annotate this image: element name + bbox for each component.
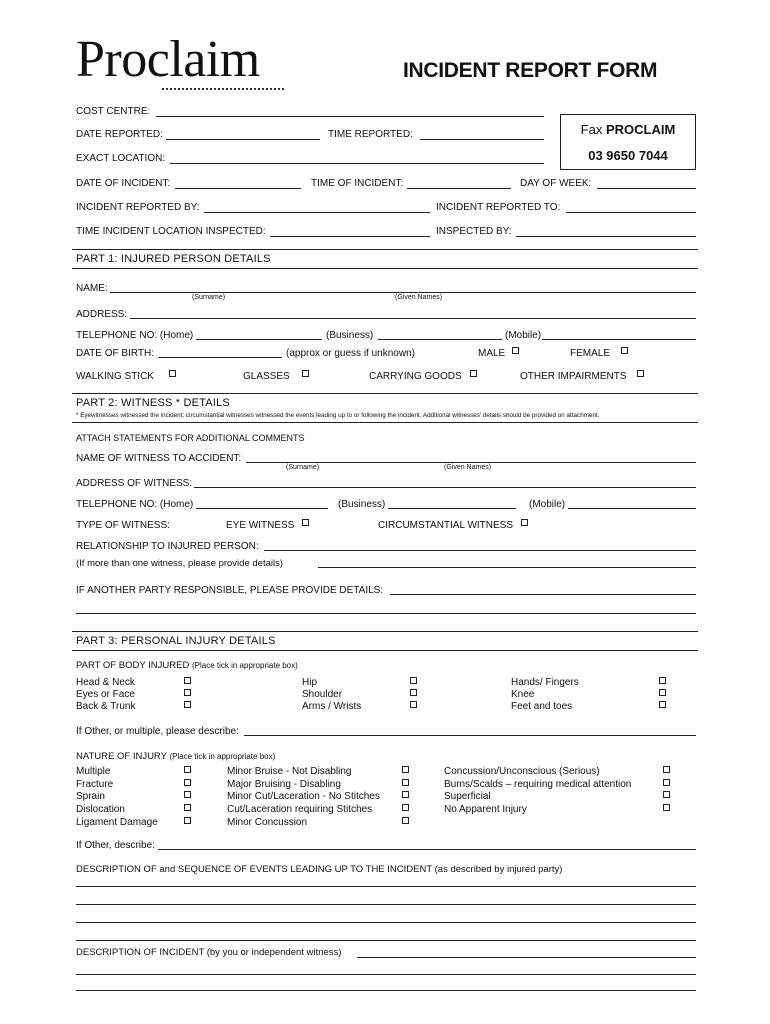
other-impairments-checkbox[interactable] bbox=[637, 370, 644, 377]
witness-name-label: NAME OF WITNESS TO ACCIDENT: bbox=[76, 453, 242, 464]
body-item-back-trunk: Back & Trunk bbox=[76, 701, 136, 712]
divider bbox=[72, 268, 698, 269]
part3-heading: PART 3: PERSONAL INJURY DETAILS bbox=[76, 635, 276, 647]
nature-item-dislocation: Dislocation bbox=[76, 804, 125, 815]
dob-field[interactable] bbox=[158, 357, 282, 358]
day-of-week-field[interactable] bbox=[597, 188, 696, 189]
fax-number: 03 9650 7044 bbox=[588, 148, 668, 163]
nature-heading: NATURE OF INJURY (Place tick in appropriate box) bbox=[76, 751, 276, 762]
description-incident-label: DESCRIPTION OF INCIDENT (by you or independent witness) bbox=[76, 947, 342, 958]
description-incident-field[interactable] bbox=[357, 957, 696, 958]
date-of-incident-field[interactable] bbox=[175, 188, 301, 189]
description-sequence-line-1[interactable] bbox=[76, 886, 696, 887]
eye-witness-checkbox[interactable] bbox=[302, 519, 309, 526]
date-of-incident-label: DATE OF INCIDENT: bbox=[76, 178, 171, 189]
witness-telephone-mobile-field[interactable] bbox=[568, 508, 696, 509]
nature-item-minor-cut: Minor Cut/Laceration - No Stitches bbox=[227, 791, 380, 802]
carrying-goods-checkbox[interactable] bbox=[470, 370, 477, 377]
dob-label: DATE OF BIRTH: bbox=[76, 348, 154, 359]
divider bbox=[72, 249, 698, 250]
if-other-multiple-label: If Other, or multiple, please describe: bbox=[76, 726, 239, 737]
nature-item-major-bruising: Major Bruising - Disabling bbox=[227, 779, 341, 790]
part2-heading: PART 2: WITNESS * DETAILS bbox=[76, 397, 230, 409]
body-item-hands-fingers: Hands/ Fingers bbox=[511, 677, 579, 688]
body-checkbox-shoulder[interactable] bbox=[410, 689, 417, 696]
witness-given-names-hint: (Given Names) bbox=[444, 464, 492, 471]
description-incident-line-3[interactable] bbox=[76, 990, 696, 991]
telephone-business-field[interactable] bbox=[378, 339, 502, 340]
nature-item-fracture: Fracture bbox=[76, 779, 114, 790]
inspected-by-field[interactable] bbox=[516, 236, 696, 237]
nature-item-minor-bruise: Minor Bruise - Not Disabling bbox=[227, 766, 352, 777]
another-party-label: IF ANOTHER PARTY RESPONSIBLE, PLEASE PROVIDE DETAILS: bbox=[76, 585, 384, 596]
witness-telephone-business-label: (Business) bbox=[338, 499, 386, 510]
witness-telephone-business-field[interactable] bbox=[388, 508, 516, 509]
nature-item-concussion: Concussion/Unconscious (Serious) bbox=[444, 766, 600, 777]
relationship-field[interactable] bbox=[264, 550, 696, 551]
fax-box bbox=[560, 114, 696, 170]
if-other-label: If Other, describe: bbox=[76, 840, 155, 851]
nature-checkbox-minor-bruise[interactable] bbox=[402, 766, 409, 773]
if-other-field[interactable] bbox=[158, 849, 696, 850]
nature-checkbox-major-bruising[interactable] bbox=[402, 779, 409, 786]
body-item-eyes-face: Eyes or Face bbox=[76, 689, 135, 700]
circumstantial-witness-label: CIRCUMSTANTIAL WITNESS bbox=[378, 520, 514, 531]
male-checkbox[interactable] bbox=[512, 347, 519, 354]
divider bbox=[72, 650, 698, 651]
body-checkbox-eyes-face[interactable] bbox=[184, 689, 191, 696]
cost-centre-field[interactable] bbox=[156, 116, 544, 117]
body-checkbox-knee[interactable] bbox=[659, 689, 666, 696]
date-reported-field[interactable] bbox=[166, 139, 320, 140]
witness-note: * Eyewitnesses witnessed the incident; circumstantial witnesses witnessed the events leading up to or following the incident. Additional witnesses' details should be provided on attachment. bbox=[76, 412, 600, 419]
body-item-head-neck: Head & Neck bbox=[76, 677, 135, 688]
more-than-one-field[interactable] bbox=[318, 567, 696, 568]
nature-item-ligament: Ligament Damage bbox=[76, 817, 158, 828]
part1-heading: PART 1: INJURED PERSON DETAILS bbox=[76, 253, 271, 265]
description-sequence-line-2[interactable] bbox=[76, 904, 696, 905]
relationship-label: RELATIONSHIP TO INJURED PERSON: bbox=[76, 541, 259, 552]
telephone-mobile-field[interactable] bbox=[542, 339, 696, 340]
divider bbox=[72, 393, 698, 394]
description-sequence-line-3[interactable] bbox=[76, 922, 696, 923]
address-field[interactable] bbox=[130, 318, 696, 319]
cost-centre-label: COST CENTRE: bbox=[76, 106, 151, 117]
telephone-home-field[interactable] bbox=[196, 339, 322, 340]
body-item-arms-wrists: Arms / Wrists bbox=[302, 701, 362, 712]
reported-to-field[interactable] bbox=[566, 212, 696, 213]
body-checkbox-back-trunk[interactable] bbox=[184, 701, 191, 708]
nature-checkbox-cut-stitches[interactable] bbox=[402, 804, 409, 811]
body-item-hip: Hip bbox=[302, 677, 318, 688]
surname-hint: (Surname) bbox=[192, 294, 226, 301]
attach-statements: ATTACH STATEMENTS FOR ADDITIONAL COMMENTS bbox=[76, 433, 305, 443]
day-of-week-label: DAY OF WEEK: bbox=[520, 178, 592, 189]
walking-stick-checkbox[interactable] bbox=[169, 370, 176, 377]
telephone-home-label: TELEPHONE NO: (Home) bbox=[76, 330, 194, 341]
other-impairments-label: OTHER IMPAIRMENTS bbox=[520, 371, 627, 382]
circumstantial-witness-checkbox[interactable] bbox=[521, 519, 528, 526]
female-label: FEMALE bbox=[570, 348, 611, 359]
nature-checkbox-burns[interactable] bbox=[663, 779, 670, 786]
form-title: INCIDENT REPORT FORM bbox=[403, 59, 658, 82]
exact-location-field[interactable] bbox=[170, 163, 544, 164]
nature-checkbox-minor-cut[interactable] bbox=[402, 791, 409, 798]
body-checkbox-hip[interactable] bbox=[410, 677, 417, 684]
time-reported-field[interactable] bbox=[420, 139, 544, 140]
if-other-multiple-field[interactable] bbox=[244, 735, 696, 736]
telephone-mobile-label: (Mobile) bbox=[505, 330, 542, 341]
nature-item-no-injury: No Apparent Injury bbox=[444, 804, 527, 815]
nature-checkbox-concussion[interactable] bbox=[663, 766, 670, 773]
name-label: NAME: bbox=[76, 283, 108, 294]
logo-underline bbox=[162, 88, 284, 90]
another-party-field[interactable] bbox=[390, 594, 696, 595]
nature-item-minor-concussion: Minor Concussion bbox=[227, 817, 308, 828]
witness-address-field[interactable] bbox=[194, 487, 696, 488]
body-checkbox-head-neck[interactable] bbox=[184, 677, 191, 684]
glasses-checkbox[interactable] bbox=[302, 370, 309, 377]
dob-approx-hint: (approx or guess if unknown) bbox=[286, 348, 415, 359]
fax-label: Fax PROCLAIM bbox=[580, 122, 676, 137]
nature-checkbox-sprain[interactable] bbox=[184, 791, 191, 798]
body-item-feet-toes: Feet and toes bbox=[511, 701, 573, 712]
divider bbox=[72, 422, 698, 423]
witness-telephone-mobile-label: (Mobile) bbox=[529, 499, 566, 510]
body-checkbox-arms-wrists[interactable] bbox=[410, 701, 417, 708]
reported-by-field[interactable] bbox=[204, 212, 430, 213]
nature-item-cut-stitches: Cut/Laceration requiring Stitches bbox=[227, 804, 373, 815]
time-inspected-label: TIME INCIDENT LOCATION INSPECTED: bbox=[76, 226, 266, 237]
glasses-label: GLASSES bbox=[243, 371, 290, 382]
address-label: ADDRESS: bbox=[76, 309, 128, 320]
eye-witness-label: EYE WITNESS bbox=[226, 520, 295, 531]
more-than-one-hint: (If more than one witness, please provide details) bbox=[76, 558, 283, 569]
nature-item-superficial: Superficial bbox=[444, 791, 491, 802]
date-reported-label: DATE REPORTED: bbox=[76, 129, 163, 140]
carrying-goods-label: CARRYING GOODS bbox=[369, 371, 462, 382]
witness-telephone-home-label: TELEPHONE NO: (Home) bbox=[76, 499, 194, 510]
description-sequence-label: DESCRIPTION OF and SEQUENCE OF EVENTS LEADING UP TO THE INCIDENT (as described by injured party) bbox=[76, 864, 563, 875]
company-logo: Proclaim bbox=[76, 31, 260, 88]
time-reported-label: TIME REPORTED: bbox=[328, 129, 413, 140]
description-incident-line-2[interactable] bbox=[76, 974, 696, 975]
nature-checkbox-fracture[interactable] bbox=[184, 779, 191, 786]
description-sequence-line-4[interactable] bbox=[76, 940, 696, 941]
reported-to-label: INCIDENT REPORTED TO: bbox=[436, 202, 561, 213]
time-of-incident-field[interactable] bbox=[407, 188, 511, 189]
nature-checkbox-ligament[interactable] bbox=[184, 817, 191, 824]
body-checkbox-feet-toes[interactable] bbox=[659, 701, 666, 708]
another-party-field-line2[interactable] bbox=[76, 613, 696, 614]
inspected-by-label: INSPECTED BY: bbox=[436, 226, 512, 237]
nature-item-burns: Burns/Scalds – requiring medical attention bbox=[444, 779, 632, 790]
divider bbox=[72, 631, 698, 632]
time-of-incident-label: TIME OF INCIDENT: bbox=[311, 178, 404, 189]
telephone-business-label: (Business) bbox=[326, 330, 374, 341]
male-label: MALE bbox=[478, 348, 506, 359]
nature-checkbox-no-injury[interactable] bbox=[663, 804, 670, 811]
nature-checkbox-superficial[interactable] bbox=[663, 791, 670, 798]
witness-type-label: TYPE OF WITNESS: bbox=[76, 520, 170, 531]
body-item-knee: Knee bbox=[511, 689, 535, 700]
nature-item-multiple: Multiple bbox=[76, 766, 111, 777]
given-names-hint: (Given Names) bbox=[395, 294, 443, 301]
reported-by-label: INCIDENT REPORTED BY: bbox=[76, 202, 200, 213]
exact-location-label: EXACT LOCATION: bbox=[76, 153, 166, 164]
nature-checkbox-multiple[interactable] bbox=[184, 766, 191, 773]
body-item-shoulder: Shoulder bbox=[302, 689, 343, 700]
walking-stick-label: WALKING STICK bbox=[76, 371, 154, 382]
witness-address-label: ADDRESS OF WITNESS: bbox=[76, 478, 193, 489]
nature-checkbox-dislocation[interactable] bbox=[184, 804, 191, 811]
witness-surname-hint: (Surname) bbox=[286, 464, 320, 471]
nature-checkbox-minor-concussion[interactable] bbox=[402, 817, 409, 824]
time-inspected-field[interactable] bbox=[270, 236, 430, 237]
nature-item-sprain: Sprain bbox=[76, 791, 105, 802]
body-part-heading: PART OF BODY INJURED (Place tick in appropriate box) bbox=[76, 660, 298, 671]
female-checkbox[interactable] bbox=[621, 347, 628, 354]
body-checkbox-hands-fingers[interactable] bbox=[659, 677, 666, 684]
witness-telephone-home-field[interactable] bbox=[196, 508, 328, 509]
